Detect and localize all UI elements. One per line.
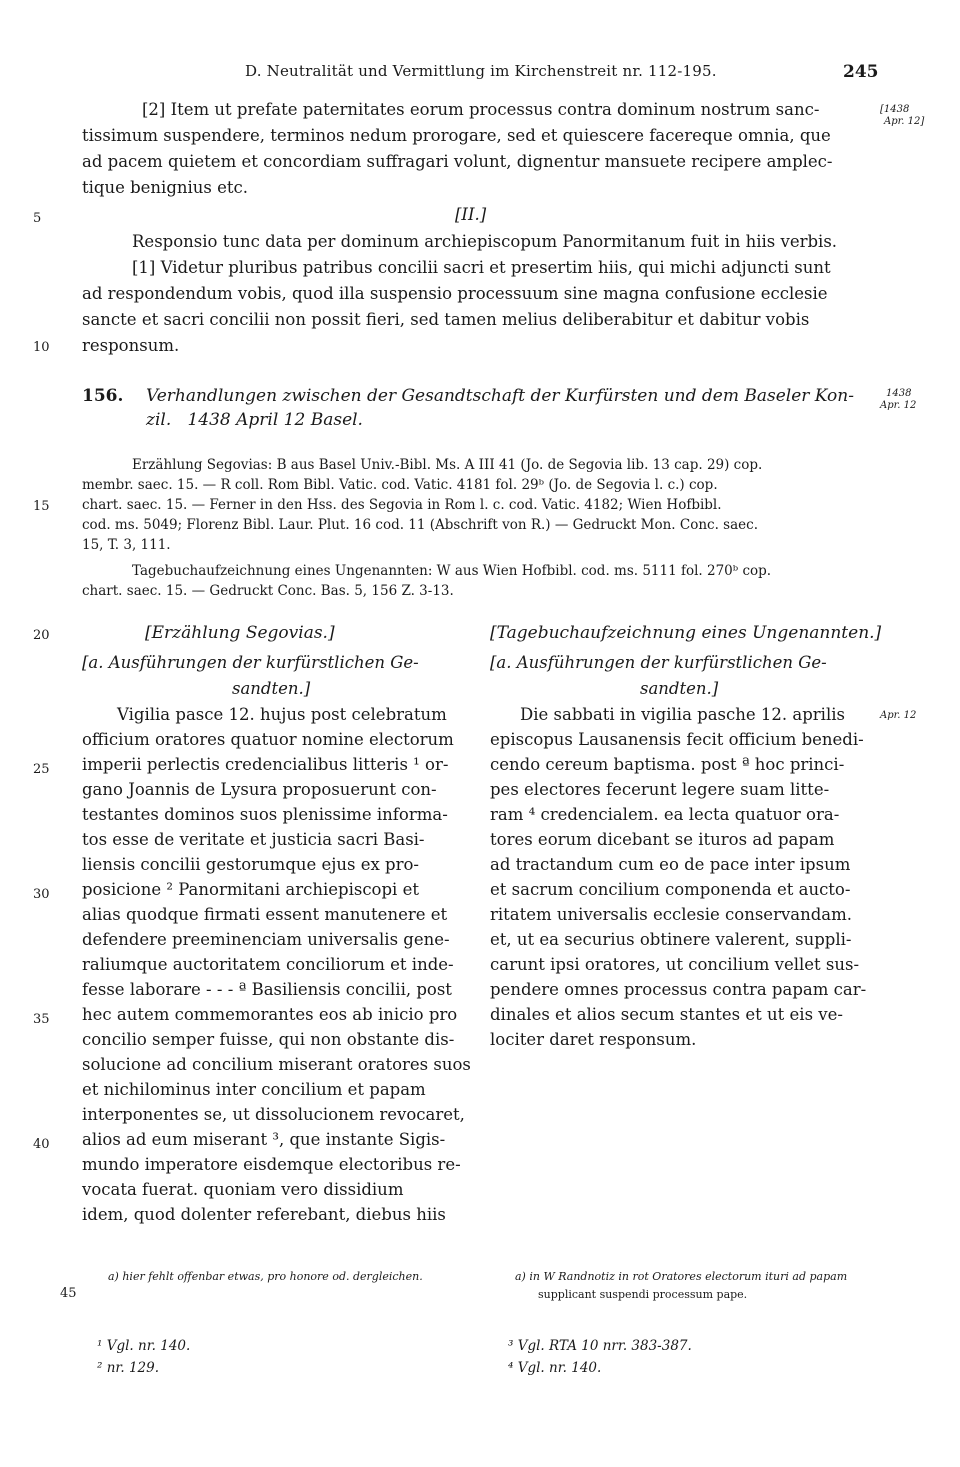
left-column-line: vocata fuerat. quoniam vero dissidium [82, 1180, 404, 1199]
right-column-line: dinales et alios secum stantes et ut eis ve- [490, 1005, 843, 1024]
margin-date: 1438 Apr. 12 [880, 388, 917, 411]
left-column-line: imperii perlectis credencialibus litteris ¹ or- [82, 755, 449, 774]
left-column-line: defendere preeminenciam universalis gene- [82, 930, 450, 949]
line-number: 15 [33, 499, 50, 514]
running-title: D. Neutralität und Vermittlung im Kirchenstreit nr. 112-195. [245, 62, 717, 80]
left-column-line: testantes dominos suos plenissime informa- [82, 805, 448, 824]
source-line: 15, T. 3, 111. [82, 537, 171, 553]
right-column-line: carunt ipsi oratores, ut concilium vellet sus- [490, 955, 860, 974]
right-column-line: et sacrum concilium componenda et aucto- [490, 880, 851, 899]
right-column-line: pendere omnes processus contra papam car- [490, 980, 867, 999]
footnote: ¹ Vgl. nr. 140. [97, 1338, 191, 1354]
right-column-line: lociter daret responsum. [490, 1030, 697, 1049]
left-column-line: Vigilia pasce 12. hujus post celebratum [117, 705, 447, 724]
source-line: Tagebuchaufzeichnung eines Ungenannten: W aus Wien Hofbibl. cod. ms. 5111 fol. 270ᵇ cop. [132, 563, 772, 579]
apparatus-note-right: supplicant suspendi processum pape. [538, 1288, 748, 1301]
right-column-line: cendo cereum baptisma. post ª hoc princi- [490, 755, 845, 774]
text-line: responsum. [82, 336, 180, 355]
source-line: chart. saec. 15. — Gedruckt Conc. Bas. 5, 156 Z. 3-13. [82, 583, 454, 599]
right-column-line: ritatem universalis ecclesie conservandam. [490, 905, 853, 924]
left-column-heading: [Erzählung Segovias.] [145, 623, 335, 643]
margin-date: [1438 Apr. 12] [880, 104, 925, 127]
text-line: [2] Item ut prefate paternitates eorum processus contra dominum nostrum sanc- [142, 100, 820, 119]
right-column-line: pes electores fecerunt legere suam litte- [490, 780, 830, 799]
text-line: sancte et sacri concilii non possit fieri, sed tamen melius deliberabitur et dabitur vobis [82, 310, 810, 329]
left-column-line: alios ad eum miserant ³, que instante Sigis- [82, 1130, 446, 1149]
right-column-line: Die sabbati in vigilia pasche 12. aprilis [520, 705, 845, 724]
line-number: 40 [33, 1137, 50, 1152]
source-line: cod. ms. 5049; Florenz Bibl. Laur. Plut. 16 cod. 11 (Abschrift von R.) — Gedruckt Mon. Conc. saec. [82, 517, 759, 533]
source-line: chart. saec. 15. — Ferner in den Hss. des Segovia in Rom l. c. cod. Vatic. 4182; Wien Hofbibl. [82, 497, 722, 513]
left-column-line: concilio semper fuisse, qui non obstante dis- [82, 1030, 455, 1049]
footnote: ³ Vgl. RTA 10 nrr. 383-387. [508, 1338, 692, 1354]
left-column-line: gano Joannis de Lysura proposuerunt con- [82, 780, 437, 799]
left-column-subheading: [a. Ausführungen der kurfürstlichen Ge- [82, 653, 419, 672]
right-column-subheading: sandten.] [640, 679, 719, 698]
left-column-subheading: sandten.] [232, 679, 311, 698]
right-column-line: ad tractandum cum eo de pace inter ipsum [490, 855, 851, 874]
footnote: ⁴ Vgl. nr. 140. [508, 1360, 602, 1376]
apparatus-note-right: a) in W Randnotiz in rot Oratores electorum ituri ad papam [515, 1270, 848, 1283]
line-number: 10 [33, 340, 50, 355]
right-column-line: ram ⁴ credencialem. ea lecta quatuor ora- [490, 805, 840, 824]
right-column-line: episcopus Lausanensis fecit officium benedi- [490, 730, 864, 749]
left-column-line: posicione ² Panormitani archiepiscopi et [82, 880, 419, 899]
left-column-line: hec autem commemorantes eos ab inicio pro [82, 1005, 458, 1024]
right-column-subheading: [a. Ausführungen der kurfürstlichen Ge- [490, 653, 827, 672]
entry-title: Verhandlungen zwischen der Gesandtschaft der Kurfürsten und dem Baseler Kon- [146, 386, 854, 406]
right-column-heading: [Tagebuchaufzeichnung eines Ungenannten.] [490, 623, 882, 643]
left-column-line: interponentes se, ut dissolucionem revocaret, [82, 1105, 465, 1124]
entry-title: zil. 1438 April 12 Basel. [146, 410, 363, 430]
text-line: ad pacem quietem et concordiam suffragari volunt, dignentur mansuete recipere amplec- [82, 152, 833, 171]
text-line: [1] Videtur pluribus patribus concilii sacri et presertim hiis, qui michi adjuncti sunt [132, 258, 831, 277]
entry-number: 156. [82, 386, 124, 406]
line-number: 30 [33, 887, 50, 902]
left-column-line: mundo imperatore eisdemque electoribus re- [82, 1155, 461, 1174]
left-column-line: raliumque auctoritatem conciliorum et inde- [82, 955, 454, 974]
line-number: 25 [33, 762, 50, 777]
section-heading: [II.] [455, 205, 487, 224]
text-line: ad respondendum vobis, quod illa suspensio processuum sine magna confusione ecclesie [82, 284, 828, 303]
left-column-line: fesse laborare - - - ª Basiliensis concilii, post [82, 980, 452, 999]
text-line: tissimum suspendere, terminos nedum prorogare, sed et quiescere facereque omnia, que [82, 126, 831, 145]
line-number: 20 [33, 628, 50, 643]
footnote: ² nr. 129. [97, 1360, 160, 1376]
line-number: 45 [60, 1286, 77, 1301]
line-number: 35 [33, 1012, 50, 1027]
text-line: Responsio tunc data per dominum archiepiscopum Panormitanum fuit in hiis verbis. [132, 232, 838, 251]
text-line: tique benignius etc. [82, 178, 249, 197]
left-column-line: idem, quod dolenter referebant, diebus hiis [82, 1205, 446, 1224]
left-column-line: officium oratores quatuor nomine electorum [82, 730, 454, 749]
left-column-line: et nichilominus inter concilium et papam [82, 1080, 426, 1099]
left-column-line: alias quodque firmati essent manutenere et [82, 905, 448, 924]
left-column-line: liensis concilii gestorumque ejus ex pro- [82, 855, 420, 874]
right-column-line: et, ut ea securius obtinere valerent, suppli- [490, 930, 852, 949]
line-number: 5 [33, 211, 42, 226]
source-line: membr. saec. 15. — R coll. Rom Bibl. Vatic. cod. Vatic. 4181 fol. 29ᵇ (Jo. de Segovia l. c.) cop. [82, 477, 718, 493]
apparatus-note-left: a) hier fehlt offenbar etwas, pro honore od. dergleichen. [108, 1270, 423, 1283]
right-column-line: tores eorum dicebant se ituros ad papam [490, 830, 835, 849]
page-number: 245 [843, 62, 879, 82]
left-column-line: solucione ad concilium miserant oratores suos [82, 1055, 471, 1074]
margin-date: Apr. 12 [880, 710, 917, 721]
source-line: Erzählung Segovias: B aus Basel Univ.-Bibl. Ms. A III 41 (Jo. de Segovia lib. 13 cap. 29) cop. [132, 457, 763, 473]
left-column-line: tos esse de veritate et justicia sacri Basi- [82, 830, 425, 849]
